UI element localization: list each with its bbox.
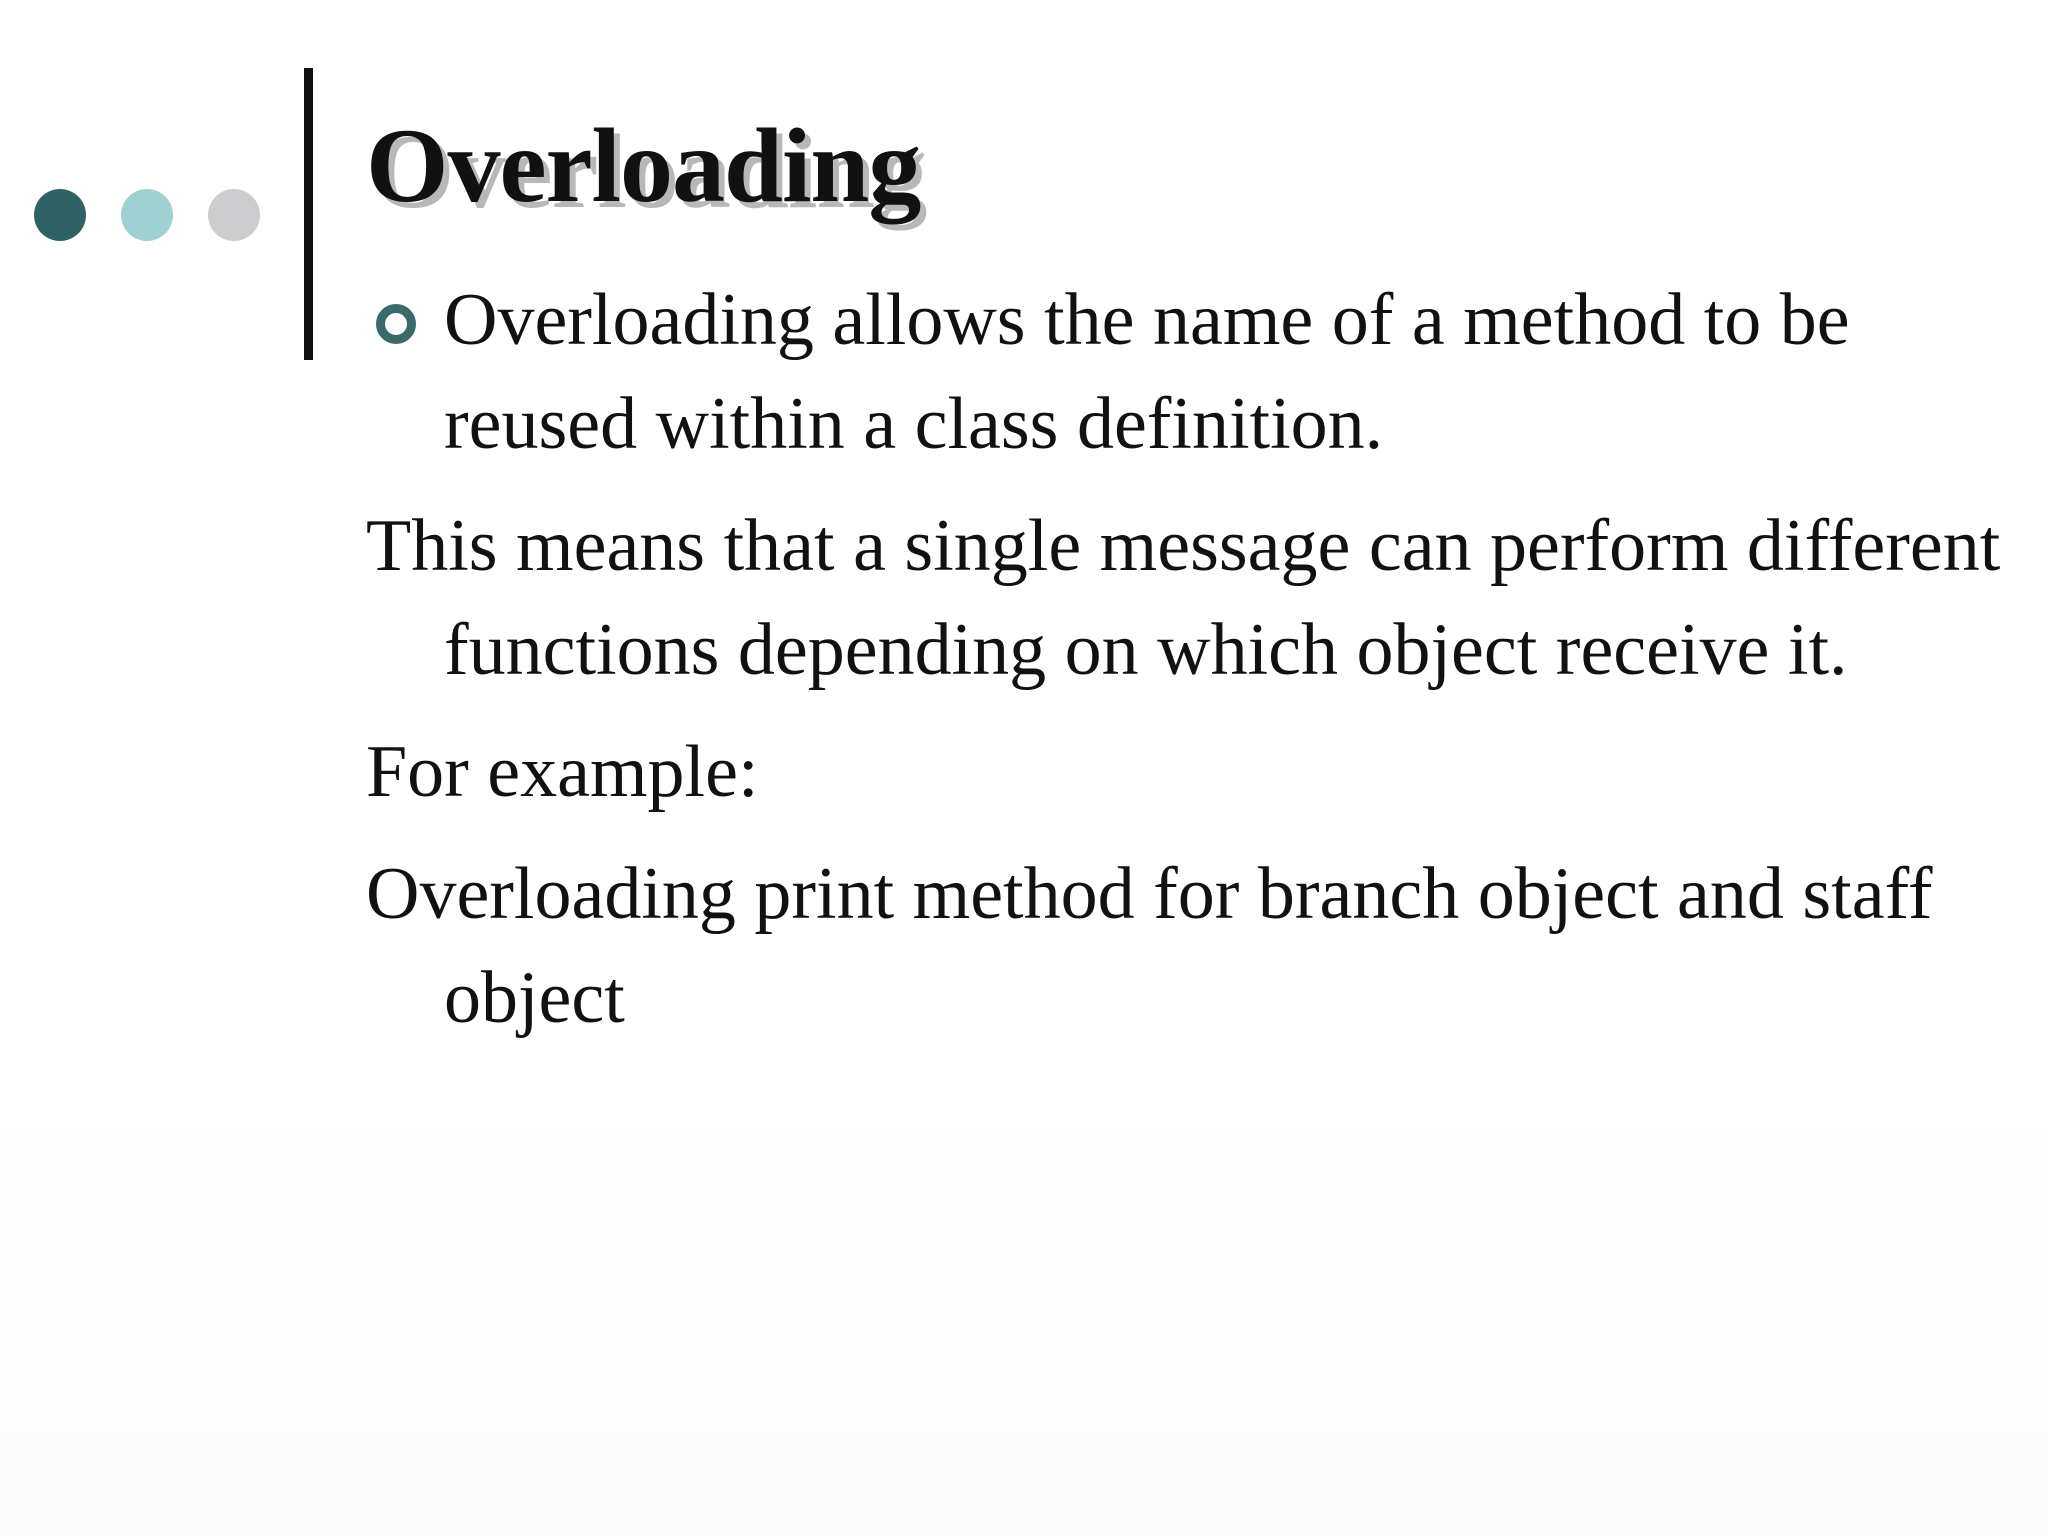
body-paragraph-4-text: Overloading print method for branch object and staff object — [366, 853, 1933, 1039]
body-paragraph-1-text: Overloading allows the name of a method to be reused within a class definition. — [444, 279, 1850, 465]
slide-body — [366, 268, 2006, 1068]
decor-dot-light-teal — [121, 189, 173, 241]
body-paragraph-3-text: For example: — [366, 731, 759, 813]
body-paragraph-1 — [366, 268, 2006, 476]
body-paragraph-4 — [366, 842, 2006, 1050]
body-paragraph-2 — [366, 494, 2006, 702]
slide-title: Overloading — [366, 107, 921, 224]
body-paragraph-2-text: This means that a single message can perform different functions depending on which object receive it. — [366, 505, 2001, 691]
ring-bullet-icon — [376, 304, 416, 344]
body-paragraph-3 — [366, 720, 2006, 824]
title-divider-bar — [304, 68, 313, 360]
decor-dot-gray — [208, 189, 260, 241]
decor-dot-dark-teal — [34, 189, 86, 241]
